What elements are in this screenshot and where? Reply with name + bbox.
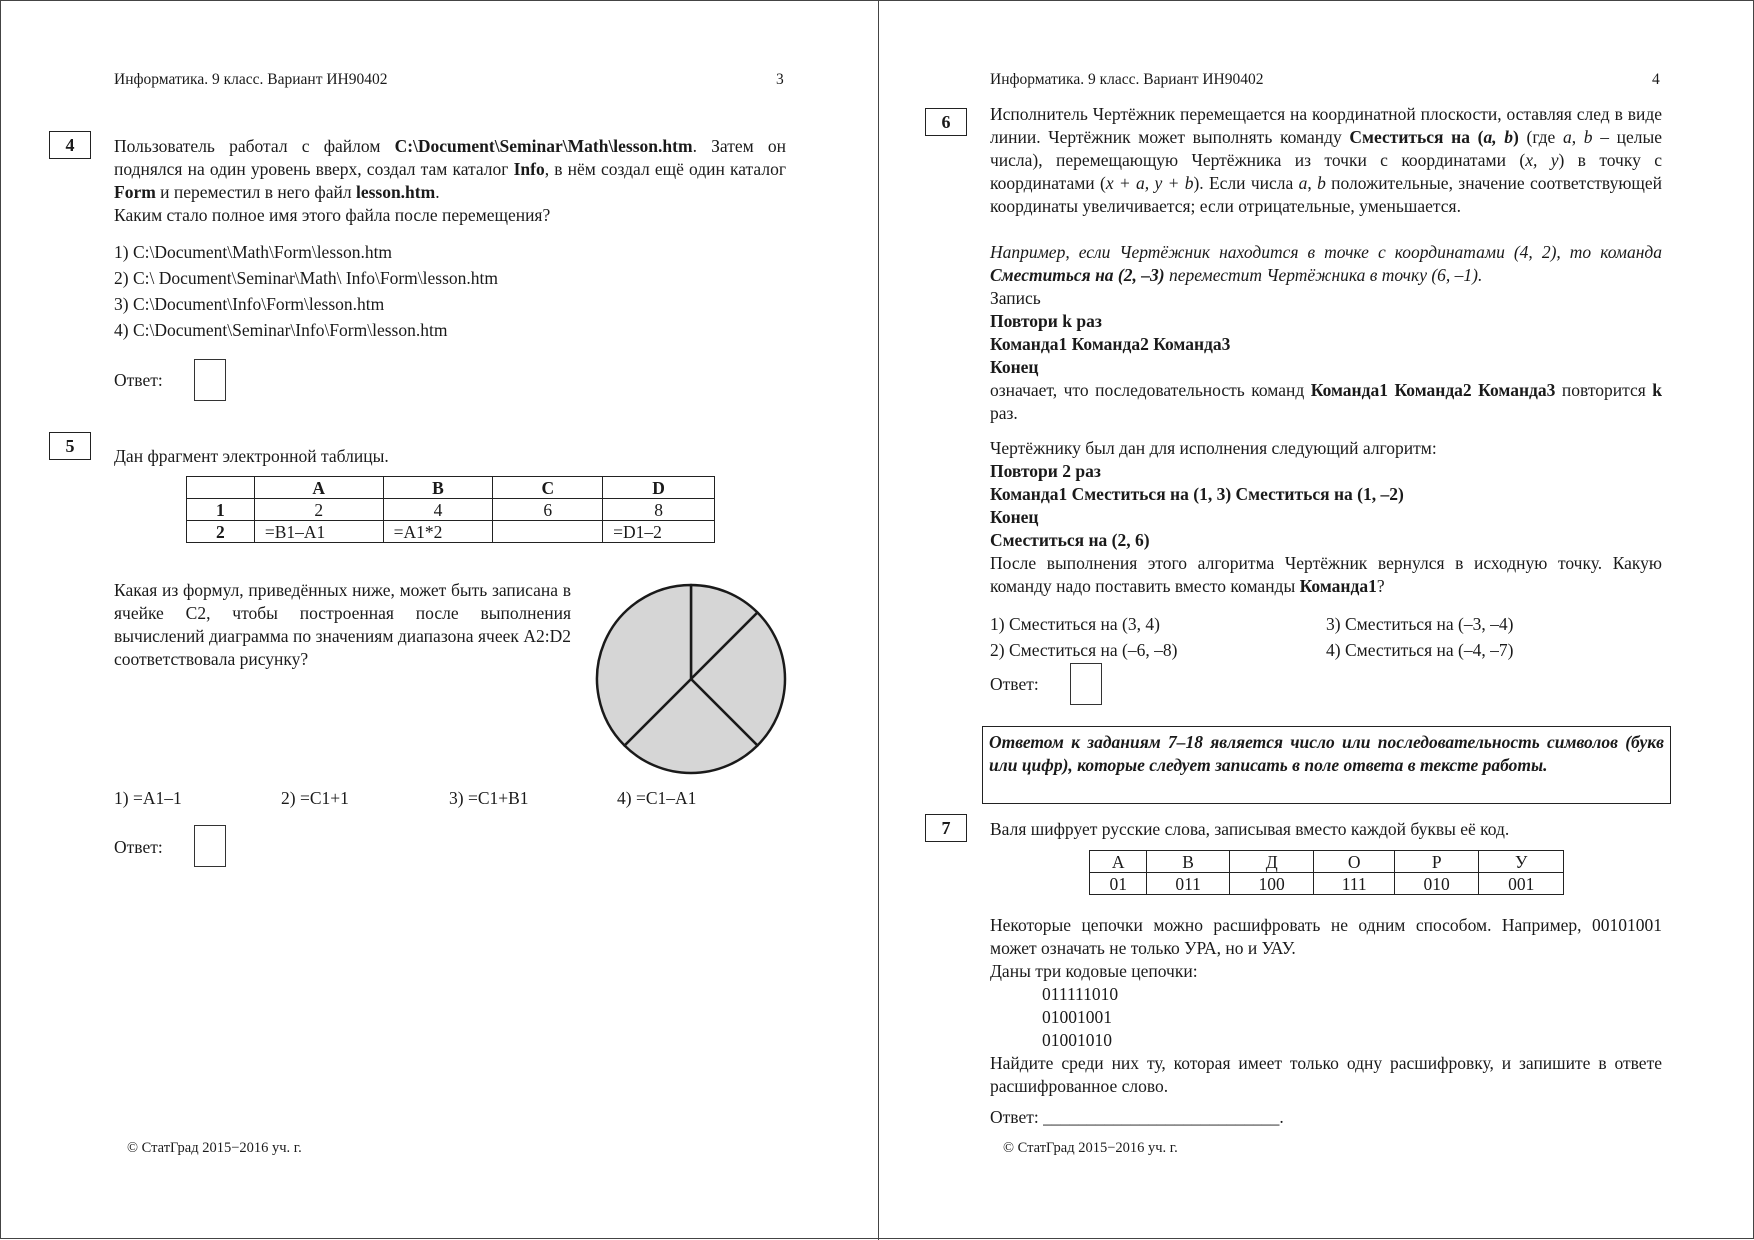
q4-number: 4	[49, 131, 91, 159]
q5-cell-a2: =B1–A1	[254, 521, 383, 543]
q6-option-2: 2) Сместиться на (–6, –8)	[990, 640, 1178, 660]
q5-cell-b2: =A1*2	[383, 521, 493, 543]
q5-answer-label: Ответ:	[114, 837, 163, 857]
q7-chain-3: 01001010	[1042, 1030, 1112, 1050]
q6-option-1: 1) Сместиться на (3, 4)	[990, 614, 1160, 634]
page-divider	[878, 1, 879, 1240]
q5-option-3: 3) =C1+B1	[449, 788, 529, 808]
q6-after: После выполнения этого алгоритма Чертёжник вернулся в исходную точку. Какую команду надо поставить вместо команды Команда1?	[990, 553, 1662, 596]
q5-pie-chart	[591, 579, 791, 779]
q7-paragraph-1: Некоторые цепочки можно расшифровать не одним способом. Например, 00101001 может означать не только УРА, но и УАУ.	[990, 915, 1662, 958]
q5-option-1: 1) =A1–1	[114, 788, 182, 808]
q5-spreadsheet-table	[186, 476, 715, 543]
q5-col-b: B	[383, 477, 493, 499]
q6-alg-line-2: Команда1 Сместиться на (1, 3) Сместиться на (1, –2)	[990, 484, 1404, 504]
q7-code: 010	[1394, 873, 1479, 895]
q6-commands: Команда1 Команда2 Команда3	[990, 334, 1231, 354]
q4-option-4: 4) C:\Document\Seminar\Info\Form\lesson.htm	[114, 320, 448, 340]
q7-code: 01	[1090, 873, 1147, 895]
q5-table-corner	[187, 477, 255, 499]
q7-number: 7	[925, 814, 967, 842]
q6-example: Например, если Чертёжник находится в точке с координатами (4, 2), то команда Сместиться на (2, –3) переместит Чертёжника в точку (6, –1).	[990, 242, 1662, 285]
q7-chain-1: 011111010	[1042, 984, 1119, 1004]
q6-answer-label: Ответ:	[990, 674, 1039, 694]
q7-code: 001	[1479, 873, 1564, 895]
left-header-page: 3	[776, 71, 784, 88]
q5-cell-d2: =D1–2	[603, 521, 715, 543]
q5-col-c: C	[493, 477, 603, 499]
right-header-title: Информатика. 9 класс. Вариант ИН90402	[990, 71, 1264, 88]
q5-intro: Дан фрагмент электронной таблицы.	[114, 446, 389, 466]
q5-cell-b1: 4	[383, 499, 493, 521]
q4-option-3: 3) C:\Document\Info\Form\lesson.htm	[114, 294, 385, 314]
q5-table-header-row	[187, 477, 715, 499]
q5-option-4: 4) =C1–A1	[617, 788, 697, 808]
q4-option-1: 1) C:\Document\Math\Form\lesson.htm	[114, 242, 393, 262]
table-row	[187, 499, 715, 521]
q5-answer-box[interactable]	[194, 825, 226, 867]
right-footer: © СтатГрад 2015−2016 уч. г.	[1003, 1140, 1178, 1156]
q5-cell-a1: 2	[254, 499, 383, 521]
q5-col-d: D	[603, 477, 715, 499]
q7-letter: У	[1479, 851, 1564, 873]
q7-code-table	[1089, 850, 1564, 895]
q4-text: Пользователь работал с файлом C:\Document\Seminar\Math\lesson.htm. Затем он поднялся на один уровень вверх, создал там каталог Info, в нём создал ещё один каталог Form и переместил в него файл lesson.htm.	[114, 136, 786, 202]
q6-option-3: 3) Сместиться на (–3, –4)	[1326, 614, 1514, 634]
q6-alg-line-3: Конец	[990, 507, 1039, 527]
q6-means: означает, что последовательность команд Команда1 Команда2 Команда3 повторится k раз.	[990, 380, 1663, 423]
q5-row-1-header: 1	[187, 499, 255, 521]
table-row	[187, 521, 715, 543]
q7-chain-2: 01001001	[1042, 1007, 1112, 1027]
q7-letter: В	[1147, 851, 1230, 873]
table-row	[1090, 873, 1564, 895]
q5-number: 5	[49, 432, 91, 460]
table-row	[1090, 851, 1564, 873]
q4-answer-label: Ответ:	[114, 370, 163, 390]
q5-col-a: A	[254, 477, 383, 499]
q7-code: 011	[1147, 873, 1230, 895]
q5-option-2: 2) =C1+1	[281, 788, 349, 808]
q6-record: Запись	[990, 288, 1041, 308]
q6-number: 6	[925, 108, 967, 136]
instructions-note: Ответом к заданиям 7–18 является число или последовательность символов (букв или цифр), которые следует записать в поле ответа в тексте работы.	[982, 726, 1671, 804]
q7-code: 111	[1314, 873, 1395, 895]
q7-answer-line[interactable]: Ответ: ___________________________.	[990, 1107, 1284, 1127]
right-header-page: 4	[1652, 71, 1660, 88]
q5-cell-c2	[493, 521, 603, 543]
left-footer: © СтатГрад 2015−2016 уч. г.	[127, 1140, 302, 1156]
q4-question: Каким стало полное имя этого файла после перемещения?	[114, 205, 551, 225]
q6-option-4: 4) Сместиться на (–4, –7)	[1326, 640, 1514, 660]
q5-cell-d1: 8	[603, 499, 715, 521]
q6-repeat: Повтори k раз	[990, 311, 1102, 331]
q5-question: Какая из формул, приведённых ниже, может быть записана в ячейке C2, чтобы построенная после выполнения вычислений диаграмма по значениям диапазона ячеек A2:D2 соответствовала рисунку?	[114, 580, 571, 669]
q7-letter: Д	[1229, 851, 1314, 873]
q7-code: 100	[1229, 873, 1314, 895]
q7-paragraph-3: Найдите среди них ту, которая имеет только одну расшифровку, и запишите в ответе расшифрованное слово.	[990, 1053, 1662, 1096]
q4-answer-box[interactable]	[194, 359, 226, 401]
q6-given: Чертёжнику был дан для исполнения следующий алгоритм:	[990, 438, 1437, 458]
q6-end: Конец	[990, 357, 1039, 377]
q7-paragraph-2: Даны три кодовые цепочки:	[990, 961, 1198, 981]
q6-answer-box[interactable]	[1070, 663, 1102, 705]
q7-intro: Валя шифрует русские слова, записывая вместо каждой буквы её код.	[990, 819, 1510, 839]
q5-row-2-header: 2	[187, 521, 255, 543]
q6-alg-line-4: Сместиться на (2, 6)	[990, 530, 1150, 550]
left-header-title: Информатика. 9 класс. Вариант ИН90402	[114, 71, 388, 88]
q6-alg-line-1: Повтори 2 раз	[990, 461, 1101, 481]
q5-cell-c1: 6	[493, 499, 603, 521]
q7-letter: О	[1314, 851, 1395, 873]
q7-letter: Р	[1394, 851, 1479, 873]
q7-letter: А	[1090, 851, 1147, 873]
q4-option-2: 2) C:\ Document\Seminar\Math\ Info\Form\lesson.htm	[114, 268, 498, 288]
q6-intro: Исполнитель Чертёжник перемещается на координатной плоскости, оставляя след в виде линии. Чертёжник может выполнять команду Сместиться на (a, b) (где a, b – целые числа), перемещающую Чертёжника из точки с координатами (x, y) в точку с координатами (x + a, y + b). Если числа a, b положительные, значение соответствующей координаты увеличивается; если отрицательные, уменьшается.	[990, 104, 1663, 216]
